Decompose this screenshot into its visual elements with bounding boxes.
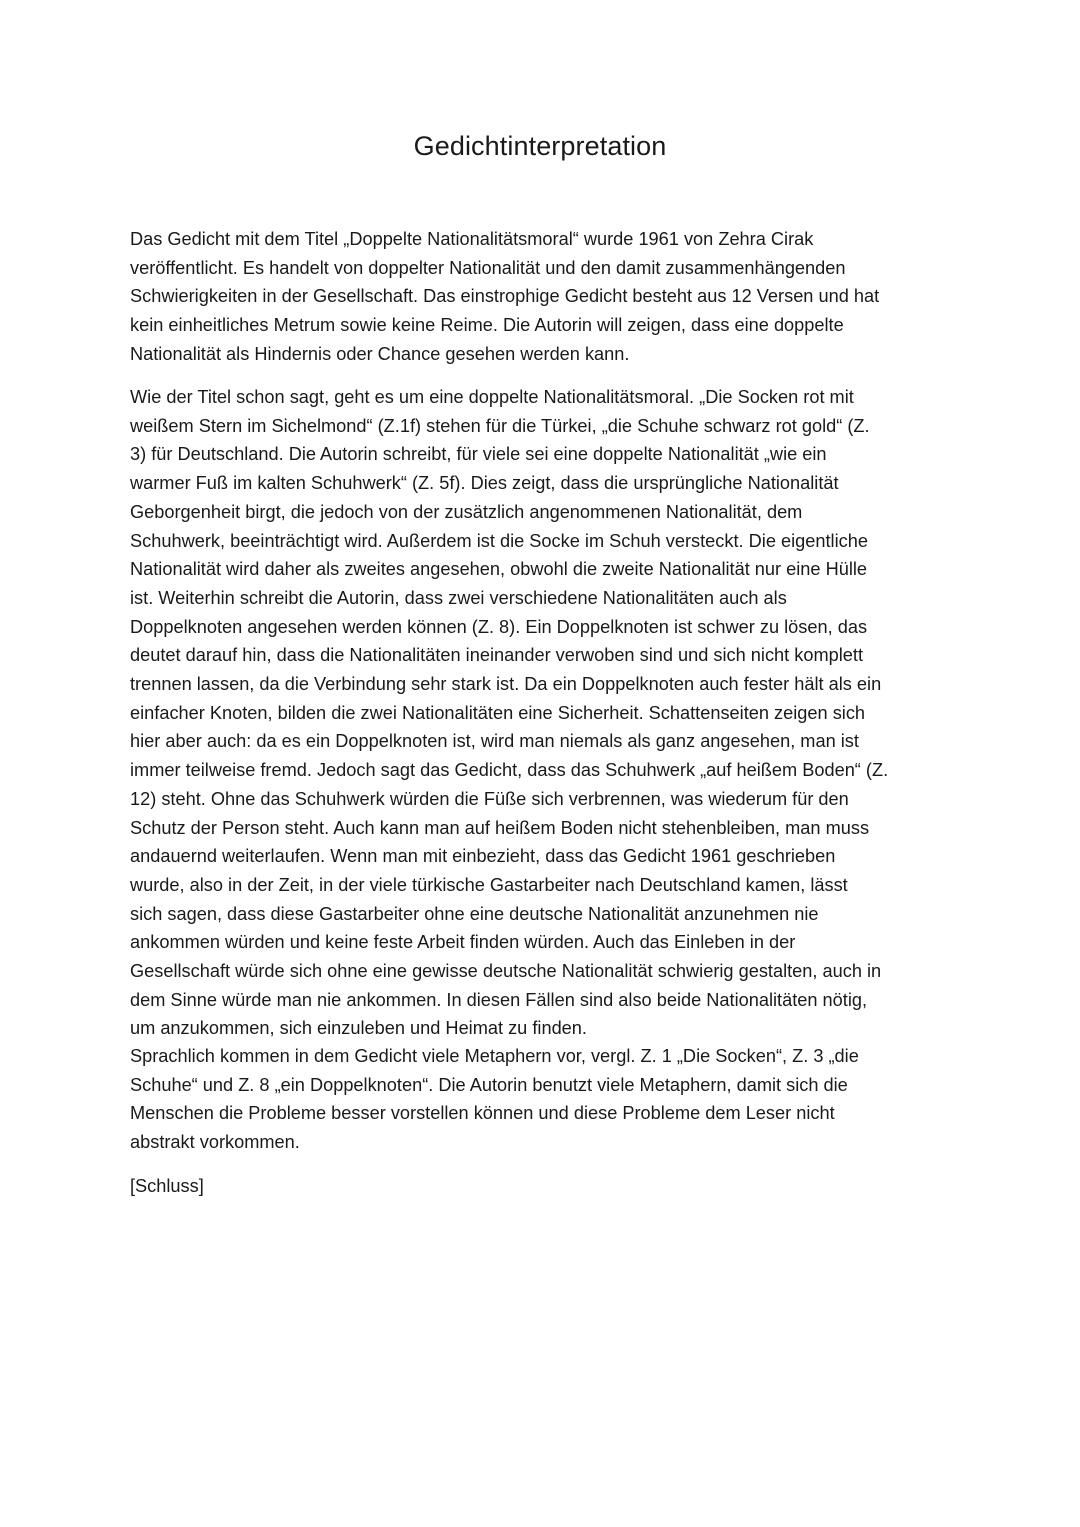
page-title: Gedichtinterpretation: [413, 131, 667, 161]
text-line: veröffentlicht. Es handelt von doppelter Nationalität und den damit zusammenhängenden: [130, 257, 846, 278]
text-line: einfacher Knoten, bilden die zwei Nationalitäten eine Sicherheit. Schattenseiten zeigen sich: [130, 702, 866, 723]
text-line: dem Sinne würde man nie ankommen. In diesen Fällen sind also beide Nationalitäten nötig,: [130, 989, 868, 1010]
text-line: immer teilweise fremd. Jedoch sagt das Gedicht, dass das Schuhwerk „auf heißem Boden“ (Z.: [130, 760, 889, 781]
text-line: ist. Weiterhin schreibt die Autorin, dass zwei verschiedene Nationalitäten auch als: [130, 587, 787, 608]
text-line: weißem Stern im Sichelmond“ (Z.1f) stehen für die Türkei, „die Schuhe schwarz rot gold“ (Z.: [130, 415, 870, 436]
text-line: warmer Fuß im kalten Schuhwerk“ (Z. 5f). Dies zeigt, dass die ursprüngliche Nationalität: [130, 473, 839, 494]
text-line: ankommen würden und keine feste Arbeit finden würden. Auch das Einleben in der: [130, 932, 796, 953]
text-line: Schuhwerk, beeinträchtigt wird. Außerdem ist die Socke im Schuh versteckt. Die eigentliche: [130, 530, 868, 551]
text-line: Schwierigkeiten in der Gesellschaft. Das einstrophige Gedicht besteht aus 12 Versen und hat: [130, 286, 880, 307]
text-line: deutet darauf hin, dass die Nationalitäten ineinander verwoben sind und sich nicht komplett: [130, 645, 864, 666]
text-line: Das Gedicht mit dem Titel „Doppelte Nationalitätsmoral“ wurde 1961 von Zehra Cirak: [130, 229, 814, 249]
text-line: um anzukommen, sich einzuleben und Heimat zu finden.: [130, 1018, 587, 1039]
text-line: Nationalität als Hindernis oder Chance gesehen werden kann.: [130, 343, 630, 364]
text-line: Gesellschaft würde sich ohne eine gewisse deutsche Nationalität schwierig gestalten, auch in: [130, 961, 882, 982]
text-line: Menschen die Probleme besser vorstellen können und diese Probleme dem Leser nicht: [130, 1103, 835, 1124]
text-line: andauernd weiterlaufen. Wenn man mit einbezieht, dass das Gedicht 1961 geschrieben: [130, 846, 836, 867]
text-line: Wie der Titel schon sagt, geht es um eine doppelte Nationalitätsmoral. „Die Socken rot mit: [130, 387, 854, 407]
text-line: Schutz der Person steht. Auch kann man auf heißem Boden nicht stehenbleiben, man muss: [130, 817, 870, 838]
text-line: Schuhe“ und Z. 8 „ein Doppelknoten“. Die Autorin benutzt viele Metaphern, damit sich die: [130, 1074, 848, 1095]
text-line: 3) für Deutschland. Die Autorin schreibt, für viele sei eine doppelte Nationalität „wie ein: [130, 444, 827, 465]
text-line: trennen lassen, da die Verbindung sehr stark ist. Da ein Doppelknoten auch fester hält als ein: [130, 674, 882, 695]
paragraph-main-body: [130, 383, 960, 1043]
paragraph-conclusion-placeholder: [130, 1172, 960, 1201]
text-line: abstrakt vorkommen.: [130, 1132, 300, 1153]
text-line: kein einheitliches Metrum sowie keine Reime. Die Autorin will zeigen, dass eine doppelte: [130, 315, 844, 336]
text-line: 12) steht. Ohne das Schuhwerk würden die Füße sich verbrennen, was wiederum für den: [130, 788, 849, 809]
text-line: sich sagen, dass diese Gastarbeiter ohne eine deutsche Nationalität anzunehmen nie: [130, 903, 819, 924]
text-line: Nationalität wird daher als zweites angesehen, obwohl die zweite Nationalität nur eine Hülle: [130, 559, 868, 580]
paragraph-language-analysis: [130, 1042, 960, 1157]
text-line: Sprachlich kommen in dem Gedicht viele Metaphern vor, vergl. Z. 1 „Die Socken“, Z. 3 „die: [130, 1046, 859, 1066]
text-line: Geborgenheit birgt, die jedoch von der zusätzlich angenommenen Nationalität, dem: [130, 501, 803, 522]
text-line: hier aber auch: da es ein Doppelknoten ist, wird man niemals als ganz angesehen, man ist: [130, 731, 859, 752]
paragraph-introduction: [130, 225, 960, 369]
text-line: Doppelknoten angesehen werden können (Z. 8). Ein Doppelknoten ist schwer zu lösen, das: [130, 616, 868, 637]
text-line: [Schluss]: [130, 1176, 204, 1196]
text-line: wurde, also in der Zeit, in der viele türkische Gastarbeiter nach Deutschland kamen, lässt: [130, 874, 848, 895]
